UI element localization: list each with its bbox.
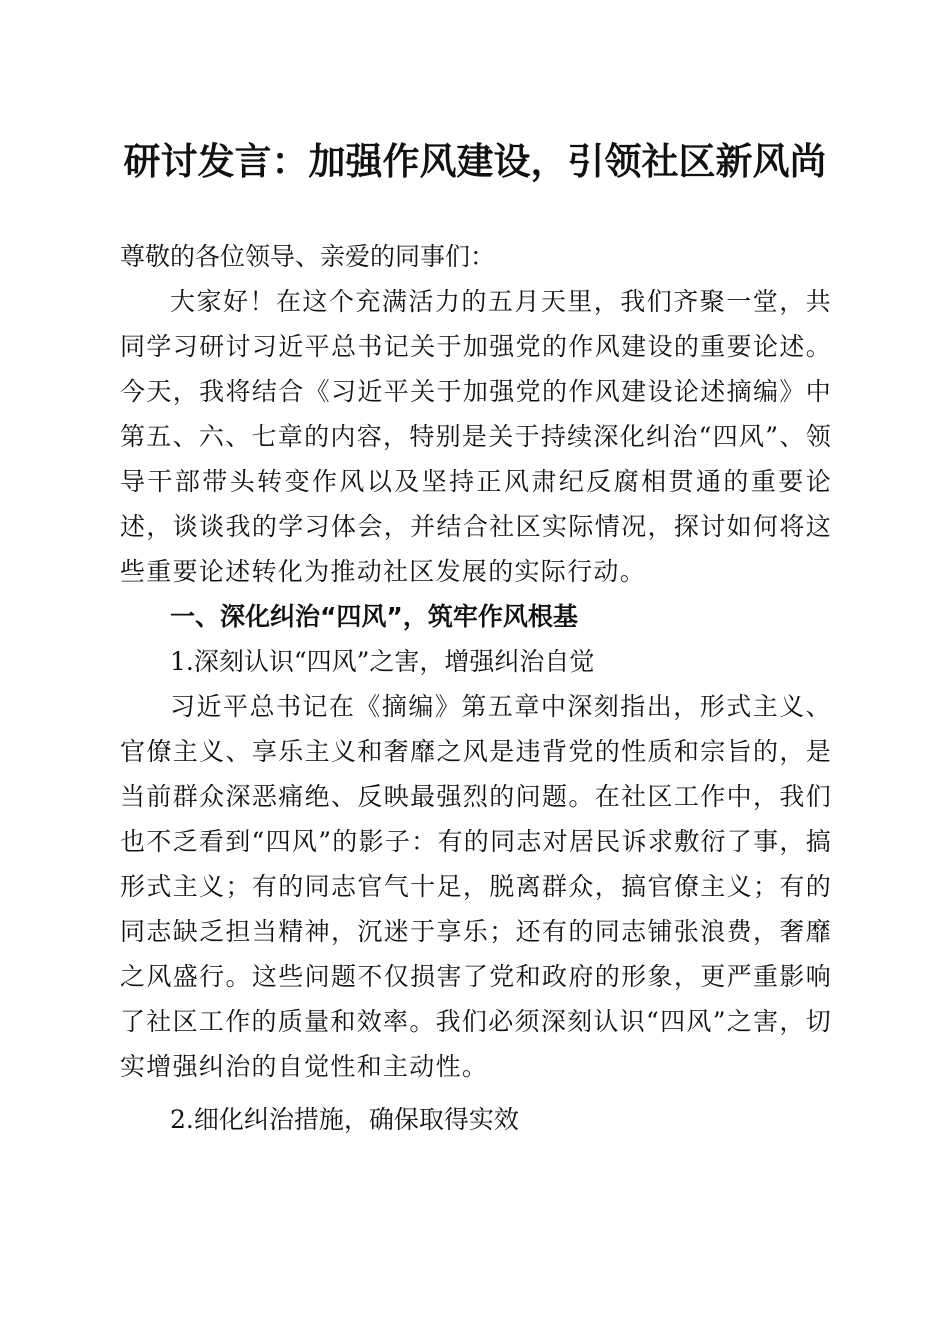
document-body <box>120 234 832 1142</box>
subsection-paragraph-1-1: 习近平总书记在《摘编》第五章中深刻指出，形式主义、官僚主义、享乐主义和奢靡之风是违背党的性质和宗旨的，是当前群众深恶痛绝、反映最强烈的问题。在社区工作中，我们也不乏看到“四风”的影子：有的同志对居民诉求敷衍了事，搞形式主义；有的同志官气十足，脱离群众，搞官僚主义；有的同志缺乏担当精神，沉迷于享乐；还有的同志铺张浪费，奢靡之风盛行。这些问题不仅损害了党和政府的形象，更严重影响了社区工作的质量和效率。我们必须深刻认识“四风”之害，切实增强纠治的自觉性和主动性。 <box>120 692 832 1081</box>
document-title: 研讨发言：加强作风建设，引领社区新风尚 <box>123 139 827 183</box>
section-heading-1: 一、深化纠治“四风”，筑牢作风根基 <box>170 602 578 631</box>
salutation: 尊敬的各位领导、亲爱的同事们： <box>120 242 496 271</box>
paragraph-spacer <box>120 1089 832 1097</box>
subsection-heading-1-1: 1.深刻认识“四风”之害，增强纠治自觉 <box>170 647 595 676</box>
subsection-heading-1-2: 2.细化纠治措施，确保取得实效 <box>170 1105 519 1134</box>
intro-paragraph: 大家好！在这个充满活力的五月天里，我们齐聚一堂，共同学习研讨习近平总书记关于加强党的作风建设的重要论述。今天，我将结合《习近平关于加强党的作风建设论述摘编》中第五、六、七章的内容，特别是关于持续深化纠治“四风”、领导干部带头转变作风以及坚持正风肃纪反腐相贯通的重要论述，谈谈我的学习体会，并结合社区实际情况，探讨如何将这些重要论述转化为推动社区发展的实际行动。 <box>120 287 832 586</box>
